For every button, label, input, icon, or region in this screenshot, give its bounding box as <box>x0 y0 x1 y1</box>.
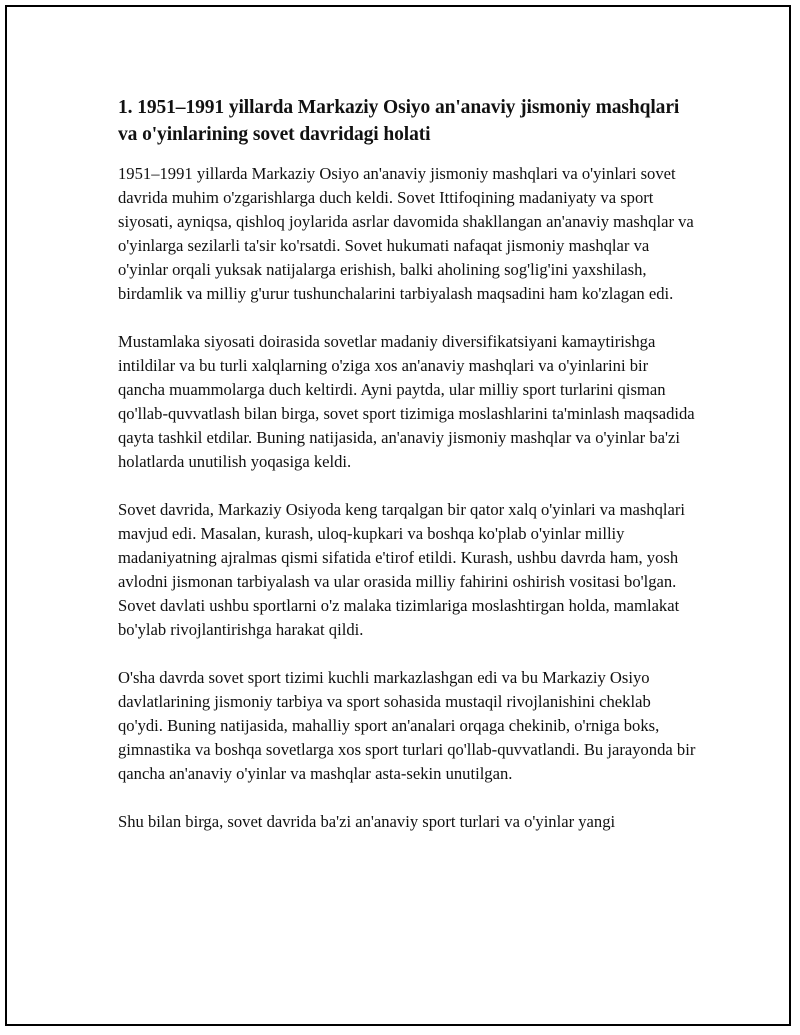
paragraph-5: Shu bilan birga, sovet davrida ba'zi an'anaviy sport turlari va o'yinlar yangi <box>118 812 616 831</box>
paragraph-4: O'sha davrda sovet sport tizimi kuchli markazlashgan edi va bu Markaziy Osiyo davlatlarining jismoniy tarbiya va sport sohasida mustaqil rivojlanishini cheklab qo'ydi. Buning natijasida, mahalliy sport an'analari orqaga chekinib, o'rniga boks, gimnastika va boshqa sovetlarga xos sport turlari qo'llab-quvvatlandi. Bu jarayonda bir qancha an'anaviy o'yinlar va mashqlar asta-sekin unutilgan. <box>118 668 696 783</box>
section-heading: 1. 1951–1991 yillarda Markaziy Osiyo an'anaviy jismoniy mashqlari va o'yinlarining sovet davridagi holati <box>118 97 680 145</box>
document-body <box>118 94 698 858</box>
paragraph-1: 1951–1991 yillarda Markaziy Osiyo an'anaviy jismoniy mashqlari va o'yinlari sovet davrida muhim o'zgarishlarga duch keldi. Sovet Ittifoqining madaniyaty va sport siyosati, ayniqsa, qishloq joylarida asrlar davomida shakllangan an'anaviy mashqlar va o'yinlarga sezilarli ta'sir ko'rsatdi. Sovet hukumati nafaqat jismoniy mashqlar va o'yinlar orqali yuksak natijalarga erishish, balki aholining sog'lig'ini yaxshilash, birdamlik va milliy g'urur tushunchalarini tarbiyalash maqsadini ham ko'zlagan edi. <box>118 164 694 303</box>
paragraph-2: Mustamlaka siyosati doirasida sovetlar madaniy diversifikatsiyani kamaytirishga intildilar va bu turli xalqlarning o'ziga xos an'anaviy mashqlari va o'yinlarini bir qancha muammolarga duch keltirdi. Ayni paytda, ular milliy sport turlarini qisman qo'llab-quvvatlash bilan birga, sovet sport tizimiga moslashlarini ta'minlash maqsadida qayta tashkil etdilar. Buning natijasida, an'anaviy jismoniy mashqlar va o'yinlar ba'zi holatlarda unutilish yoqasiga keldi. <box>118 332 695 471</box>
paragraph-3: Sovet davrida, Markaziy Osiyoda keng tarqalgan bir qator xalq o'yinlari va mashqlari mavjud edi. Masalan, kurash, uloq-kupkari va boshqa ko'plab o'yinlar milliy madaniyatning ajralmas qismi sifatida e'tirof etildi. Kurash, ushbu davrda ham, yosh avlodni jismonan tarbiyalash va ular orasida milliy fahirini oshirish vositasi bo'lgan. Sovet davlati ushbu sportlarni o'z malaka tizimlariga moslashtirgan holda, mamlakat bo'ylab rivojlantirishga harakat qildi. <box>118 500 686 639</box>
